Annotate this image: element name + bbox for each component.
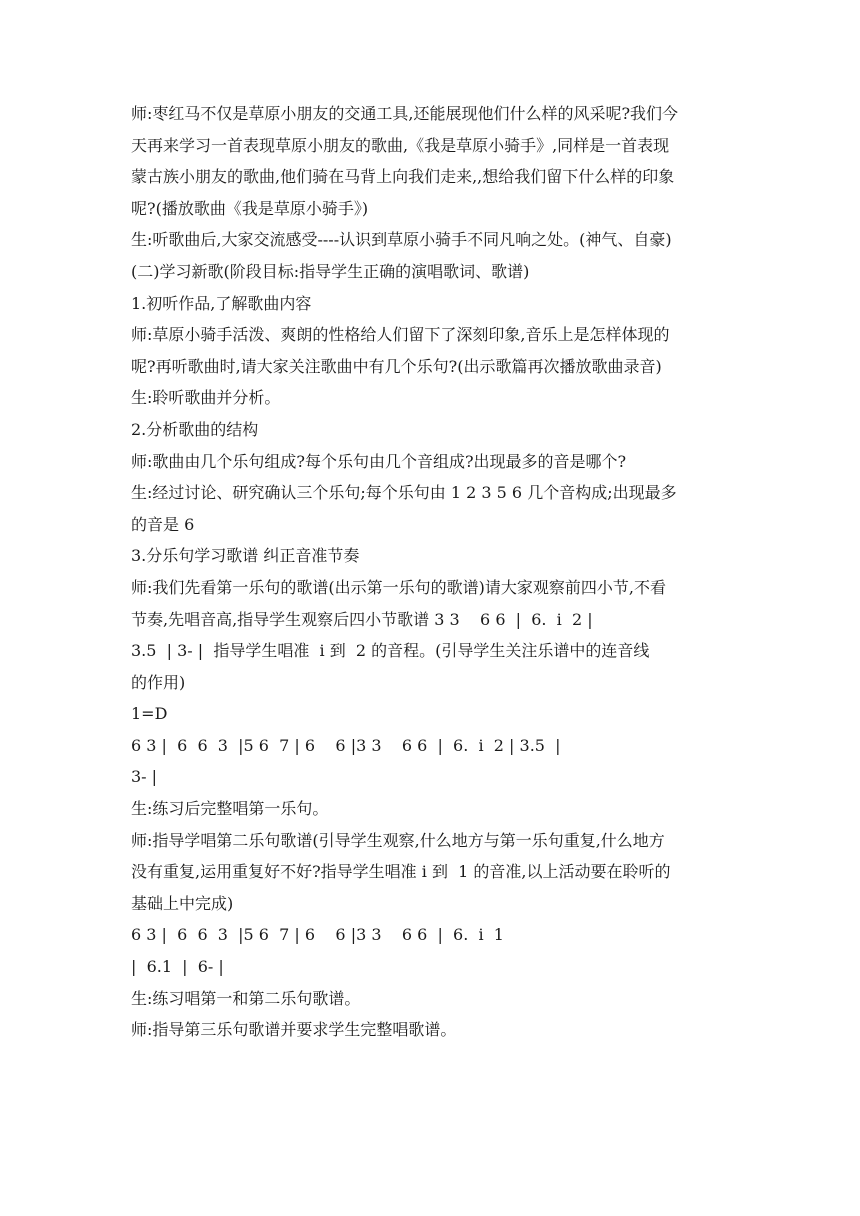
text-line: 师:指导第三乐句歌谱并要求学生完整唱歌谱。 <box>131 1020 457 1040</box>
text-line: 呢?再听歌曲时,请大家关注歌曲中有几个乐句?(出示歌篇再次播放歌曲录音) <box>131 356 662 376</box>
text-line: 师:指导学唱第二乐句歌谱(引导学生观察,什么地方与第一乐句重复,什么地方 <box>131 830 665 850</box>
notation-line: 6 3 | 6 6 3 |5 6 7 | 6 6 |3 3 6 6 | 6. i 1 <box>131 925 504 945</box>
notation-line: 3- | <box>131 767 158 787</box>
text-line: 3.5 | 3- | 指导学生唱准 i 到 2 的音程。(引导学生关注乐谱中的连音线 <box>131 641 650 661</box>
text-line: 没有重复,运用重复好不好?指导学生唱准 i 到 1 的音准,以上活动要在聆听的 <box>131 862 671 882</box>
text-line: 呢?(播放歌曲《我是草原小骑手》) <box>131 198 369 218</box>
text-line: 生:练习唱第一和第二乐句歌谱。 <box>131 988 361 1008</box>
text-line: 蒙古族小朋友的歌曲,他们骑在马背上向我们走来,,想给我们留下什么样的印象 <box>131 167 675 187</box>
text-line: 的音是 6 <box>131 514 195 534</box>
section-heading: (二)学习新歌(阶段目标:指导学生正确的演唱歌词、歌谱) <box>131 261 530 281</box>
subsection-heading: 3.分乐句学习歌谱 纠正音准节奏 <box>131 546 360 566</box>
text-line: 天再来学习一首表现草原小朋友的歌曲,《我是草原小骑手》,同样是一首表现 <box>131 135 670 155</box>
key-signature: 1=D <box>131 704 168 724</box>
text-line: 基础上中完成) <box>131 893 234 913</box>
subsection-heading: 1.初听作品,了解歌曲内容 <box>131 293 312 313</box>
text-line: 节奏,先唱音高,指导学生观察后四小节歌谱 3 3 6 6 | 6. i 2 | <box>131 609 593 629</box>
text-line: 师:歌曲由几个乐句组成?每个乐句由几个音组成?出现最多的音是哪个? <box>131 451 627 471</box>
text-line: 生:练习后完整唱第一乐句。 <box>131 799 329 819</box>
subsection-heading: 2.分析歌曲的结构 <box>131 419 259 439</box>
notation-line: | 6.1 | 6- | <box>131 957 224 977</box>
text-line: 师:我们先看第一乐句的歌谱(出示第一乐句的歌谱)请大家观察前四小节,不看 <box>131 577 666 597</box>
notation-line: 6 3 | 6 6 3 |5 6 7 | 6 6 |3 3 6 6 | 6. i 2 | 3.5 | <box>131 735 561 755</box>
text-line: 的作用) <box>131 672 186 692</box>
text-line: 生:听歌曲后,大家交流感受----认识到草原小骑手不同凡响之处。(神气、自豪) <box>131 230 672 250</box>
text-line: 师:草原小骑手活泼、爽朗的性格给人们留下了深刻印象,音乐上是怎样体现的 <box>131 325 670 345</box>
text-line: 师:枣红马不仅是草原小朋友的交通工具,还能展现他们什么样的风采呢?我们今 <box>131 104 679 123</box>
text-line: 生:聆听歌曲并分析。 <box>131 388 281 408</box>
text-line: 生:经过讨论、研究确认三个乐句;每个乐句由 1 2 3 5 6 几个音构成;出现最多 <box>131 483 677 503</box>
document-page <box>131 98 731 1046</box>
